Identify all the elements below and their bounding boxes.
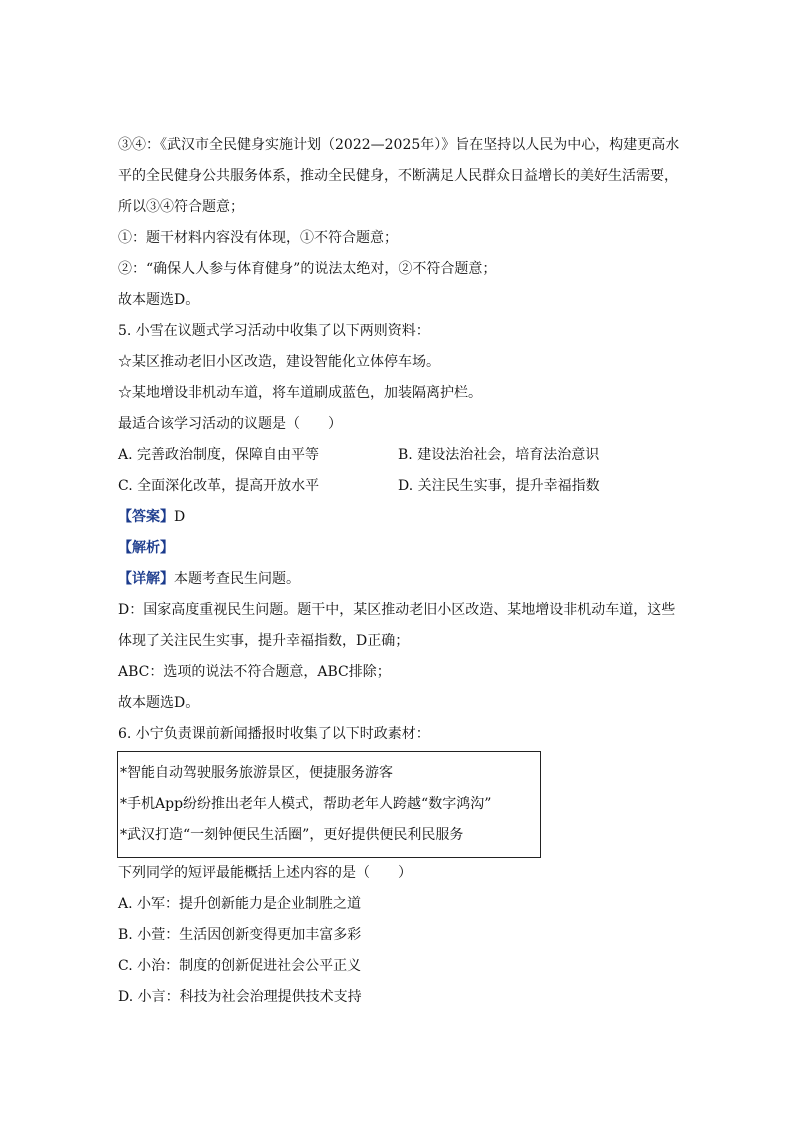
answer-tag: 【答案】 [118, 509, 174, 525]
material-item: ☆某地增设非机动车道，将车道刷成蓝色，加装隔离护栏。 [118, 385, 482, 401]
option-a: A. 小军：提升创新能力是企业制胜之道 [118, 896, 362, 912]
option-b: B. 建设法治社会，培育法治意识 [398, 447, 600, 463]
box-item: *智能自动驾驶服务旅游景区，便捷服务游客 [120, 765, 393, 781]
document-page [118, 130, 678, 1013]
option-a: A. 完善政治制度，保障自由平等 [118, 447, 320, 463]
detail-intro: 本题考查民生问题。 [174, 571, 300, 587]
news-materials-box [117, 751, 541, 858]
option-d: D. 关注民生实事，提升幸福指数 [398, 478, 600, 494]
answer-value: D [174, 509, 186, 525]
detail-tag: 【详解】 [118, 571, 174, 587]
detail-text: ABC：选项的说法不符合题意，ABC排除； [118, 664, 391, 680]
option-b: B. 小萱：生活因创新变得更加丰富多彩 [118, 927, 362, 943]
answer-line [118, 502, 678, 533]
option-c: C. 全面深化改革，提高开放水平 [118, 478, 320, 494]
detail-line [118, 564, 678, 595]
question-6 [118, 719, 678, 1013]
material-item: ☆某区推动老旧小区改造，建设智能化立体停车场。 [118, 354, 440, 370]
question-prompt: 最适合该学习活动的议题是（ ） [118, 416, 342, 432]
option-d: D. 小言：科技为社会治理提供技术支持 [118, 989, 362, 1005]
question-5 [118, 316, 678, 719]
analysis-tag: 【解析】 [118, 540, 174, 556]
detail-conclusion: 故本题选D。 [118, 695, 200, 711]
box-item: *手机App纷纷推出老年人模式，帮助老年人跨越“数字鸿沟” [120, 796, 492, 812]
detail-text: D：国家高度重视民生问题。题干中，某区推动老旧小区改造、某地增设非机动车道，这些 [118, 602, 676, 618]
analysis-heading [118, 533, 678, 564]
options-row [118, 440, 678, 471]
analysis-line: 平的全民健身公共服务体系，推动全民健身，不断满足人民群众日益增长的美好生活需要， [118, 168, 678, 184]
analysis-line: 所以③④符合题意； [118, 199, 244, 215]
question-stem: 5. 小雪在议题式学习活动中收集了以下两则资料： [118, 323, 430, 339]
question-stem: 6. 小宁负责课前新闻播报时收集了以下时政素材： [118, 726, 430, 742]
option-c: C. 小治：制度的创新促进社会公平正义 [118, 958, 362, 974]
question-prompt: 下列同学的短评最能概括上述内容的是（ ） [118, 865, 412, 881]
options-row [118, 471, 678, 502]
detail-text: 体现了关注民生实事，提升幸福指数，D正确； [118, 633, 410, 649]
analysis-conclusion: 故本题选D。 [118, 292, 200, 308]
box-item: *武汉打造“一刻钟便民生活圈”，更好提供便民利民服务 [120, 827, 464, 843]
analysis-line: ③④：《武汉市全民健身实施计划（2022—2025年）》旨在坚持以人民为中心，构建更高水 [118, 137, 680, 153]
analysis-line: ②：“确保人人参与体育健身”的说法太绝对，②不符合题意； [118, 261, 497, 277]
prev-analysis-block [118, 130, 678, 316]
analysis-line: ①：题干材料内容没有体现，①不符合题意； [118, 230, 398, 246]
